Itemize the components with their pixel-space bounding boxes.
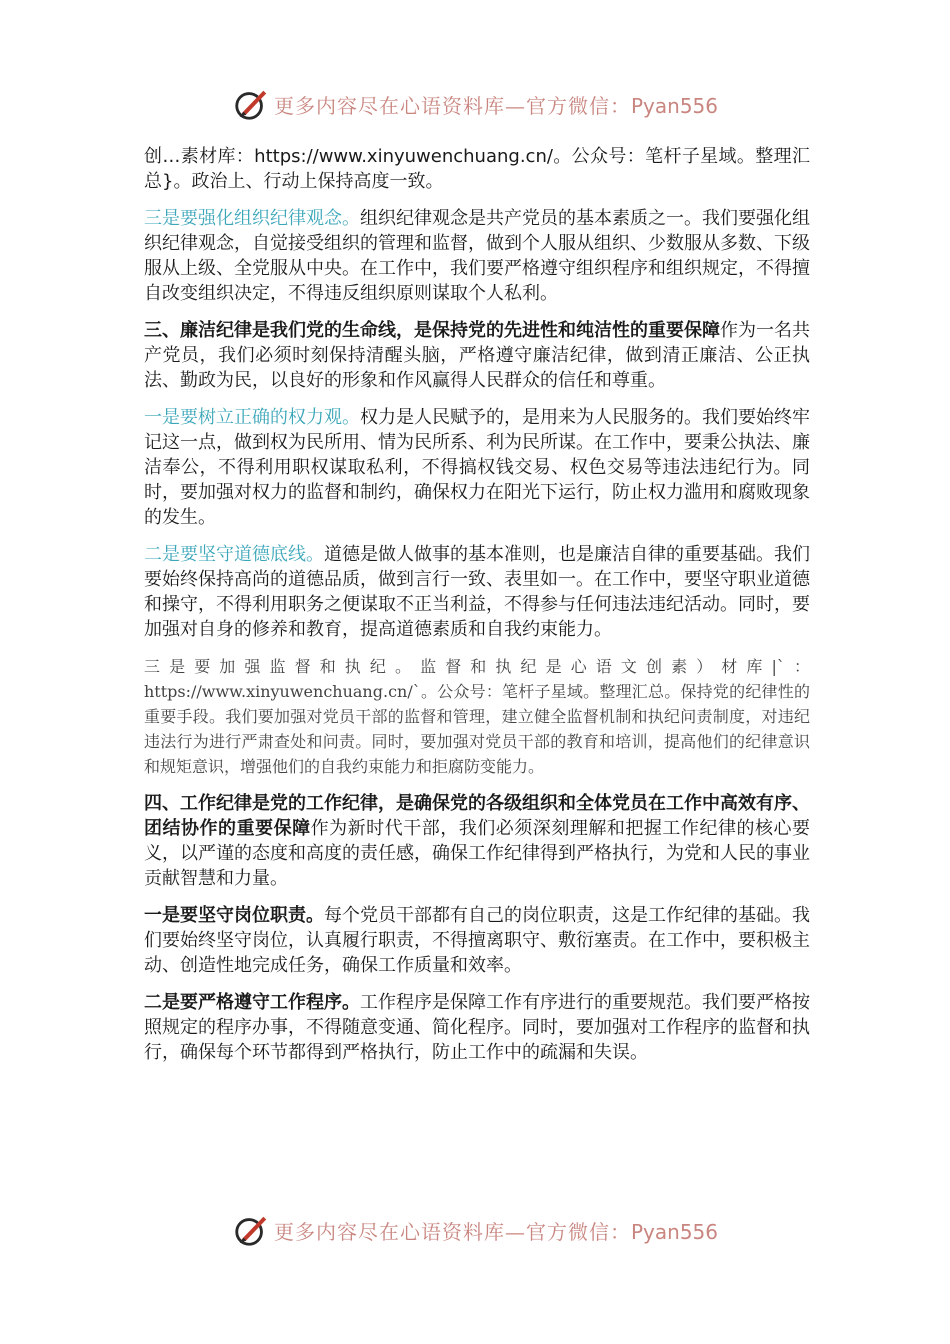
paragraph-heading: 一是要坚守岗位职责。 xyxy=(144,905,324,926)
banner-wechat: Pyan556 xyxy=(630,93,718,118)
paragraph xyxy=(144,542,810,642)
paragraph-body: 组织纪律观念是共产党员的基本素质之一。我们要强化组织纪律观念，自觉接受组织的管理和监督，做到个人服从组织、少数服从多数、下级服从上级、全党服从中央。在工作中，我们要严格遵守组织程序和组织规定，不得擅自改变组织决定，不得违反组织原则谋取个人私利。 xyxy=(144,208,810,304)
paragraph-body: 每个党员干部都有自己的岗位职责，这是工作纪律的基础。我们要始终坚守岗位，认真履行职责，不得擅离职守、敷衍塞责。在工作中，要积极主动、创造性地完成任务，确保工作质量和效率。 xyxy=(144,905,810,976)
paragraph xyxy=(144,903,810,978)
paragraph: 三是要加强监督和执纪。监督和执纪是心语文创素）材库|`：https://www.xinyuwenchuang.cn/`。公众号：笔杆子星域。整理汇总。保持党的纪律性的重要手段。我们要加强对党员干部的监督和管理，建立健全监督机制和执纪问责制度，对违纪违法行为进行严肃查处和问责。同时，要加强对党员干部的教育和培训，提高他们的纪律意识和规矩意识，增强他们的自我约束能力和拒腐防变能力。 xyxy=(144,657,810,776)
paragraph-heading: 三是要强化组织纪律观念。 xyxy=(144,208,360,229)
paragraph-body: 道德是做人做事的基本准则，也是廉洁自律的重要基础。我们要始终保持高尚的道德品质，做到言行一致、表里如一。在工作中，要坚守职业道德和操守，不得利用职务之便谋取不正当利益，不得参与任何违法违纪活动。同时，要加强对自身的修养和教育，提高道德素质和自我约束能力。 xyxy=(144,544,810,640)
section-paragraph xyxy=(144,791,810,891)
section-heading: 三、廉洁纪律是我们党的生命线，是保持党的先进性和纯洁性的重要保障 xyxy=(144,320,720,341)
document-body xyxy=(144,144,810,1077)
paragraph-body: 作为一名共产党员，我们必须时刻保持清醒头脑，严格遵守廉洁纪律，做到清正廉洁、公正执法、勤政为民，以良好的形象和作风赢得人民群众的信任和尊重。 xyxy=(144,320,810,391)
banner-wechat: Pyan556 xyxy=(630,1219,718,1244)
quill-logo-icon xyxy=(232,1211,270,1249)
paragraph xyxy=(144,405,810,530)
header-banner xyxy=(0,82,950,126)
paragraph xyxy=(144,990,810,1065)
section-paragraph xyxy=(144,318,810,393)
section-heading: 四、工作纪律是党的工作纪律，是确保党的各级组织和全体党员在工作中高效有序、团结协作的重要保障 xyxy=(144,793,810,839)
banner-text: 更多内容尽在心语资料库—官方微信：Pyan556 xyxy=(273,1219,718,1244)
paragraph-body: 作为新时代干部，我们必须深刻理解和把握工作纪律的核心要义，以严谨的态度和高度的责任感，确保工作纪律得到严格执行，为党和人民的事业贡献智慧和力量。 xyxy=(144,818,811,889)
paragraph-heading: 一是要树立正确的权力观。 xyxy=(144,407,360,428)
paragraph-body: 工作程序是保障工作有序进行的重要规范。我们要严格按照规定的程序办事，不得随意变通、简化程序。同时，要加强对工作程序的监督和执行，确保每个环节都得到严格执行，防止工作中的疏漏和失误。 xyxy=(144,992,810,1063)
paragraph: 创…素材库：https://www.xinyuwenchuang.cn/。公众号：笔杆子星域。整理汇总}。政治上、行动上保持高度一致。 xyxy=(144,146,810,192)
paragraph-heading: 二是要坚守道德底线。 xyxy=(144,544,324,565)
paragraph-heading: 二是要严格遵守工作程序。 xyxy=(144,992,360,1013)
paragraph xyxy=(144,206,810,306)
quill-logo-icon xyxy=(232,85,270,123)
footer-banner xyxy=(0,1208,950,1252)
banner-text: 更多内容尽在心语资料库—官方微信：Pyan556 xyxy=(273,93,718,118)
paragraph-body: 权力是人民赋予的，是用来为人民服务的。我们要始终牢记这一点，做到权为民所用、情为民所系、利为民所谋。在工作中，要秉公执法、廉洁奉公，不得利用职权谋取私利，不得搞权钱交易、权色交易等违法违纪行为。同时，要加强对权力的监督和制约，确保权力在阳光下运行，防止权力滥用和腐败现象的发生。 xyxy=(144,407,810,528)
